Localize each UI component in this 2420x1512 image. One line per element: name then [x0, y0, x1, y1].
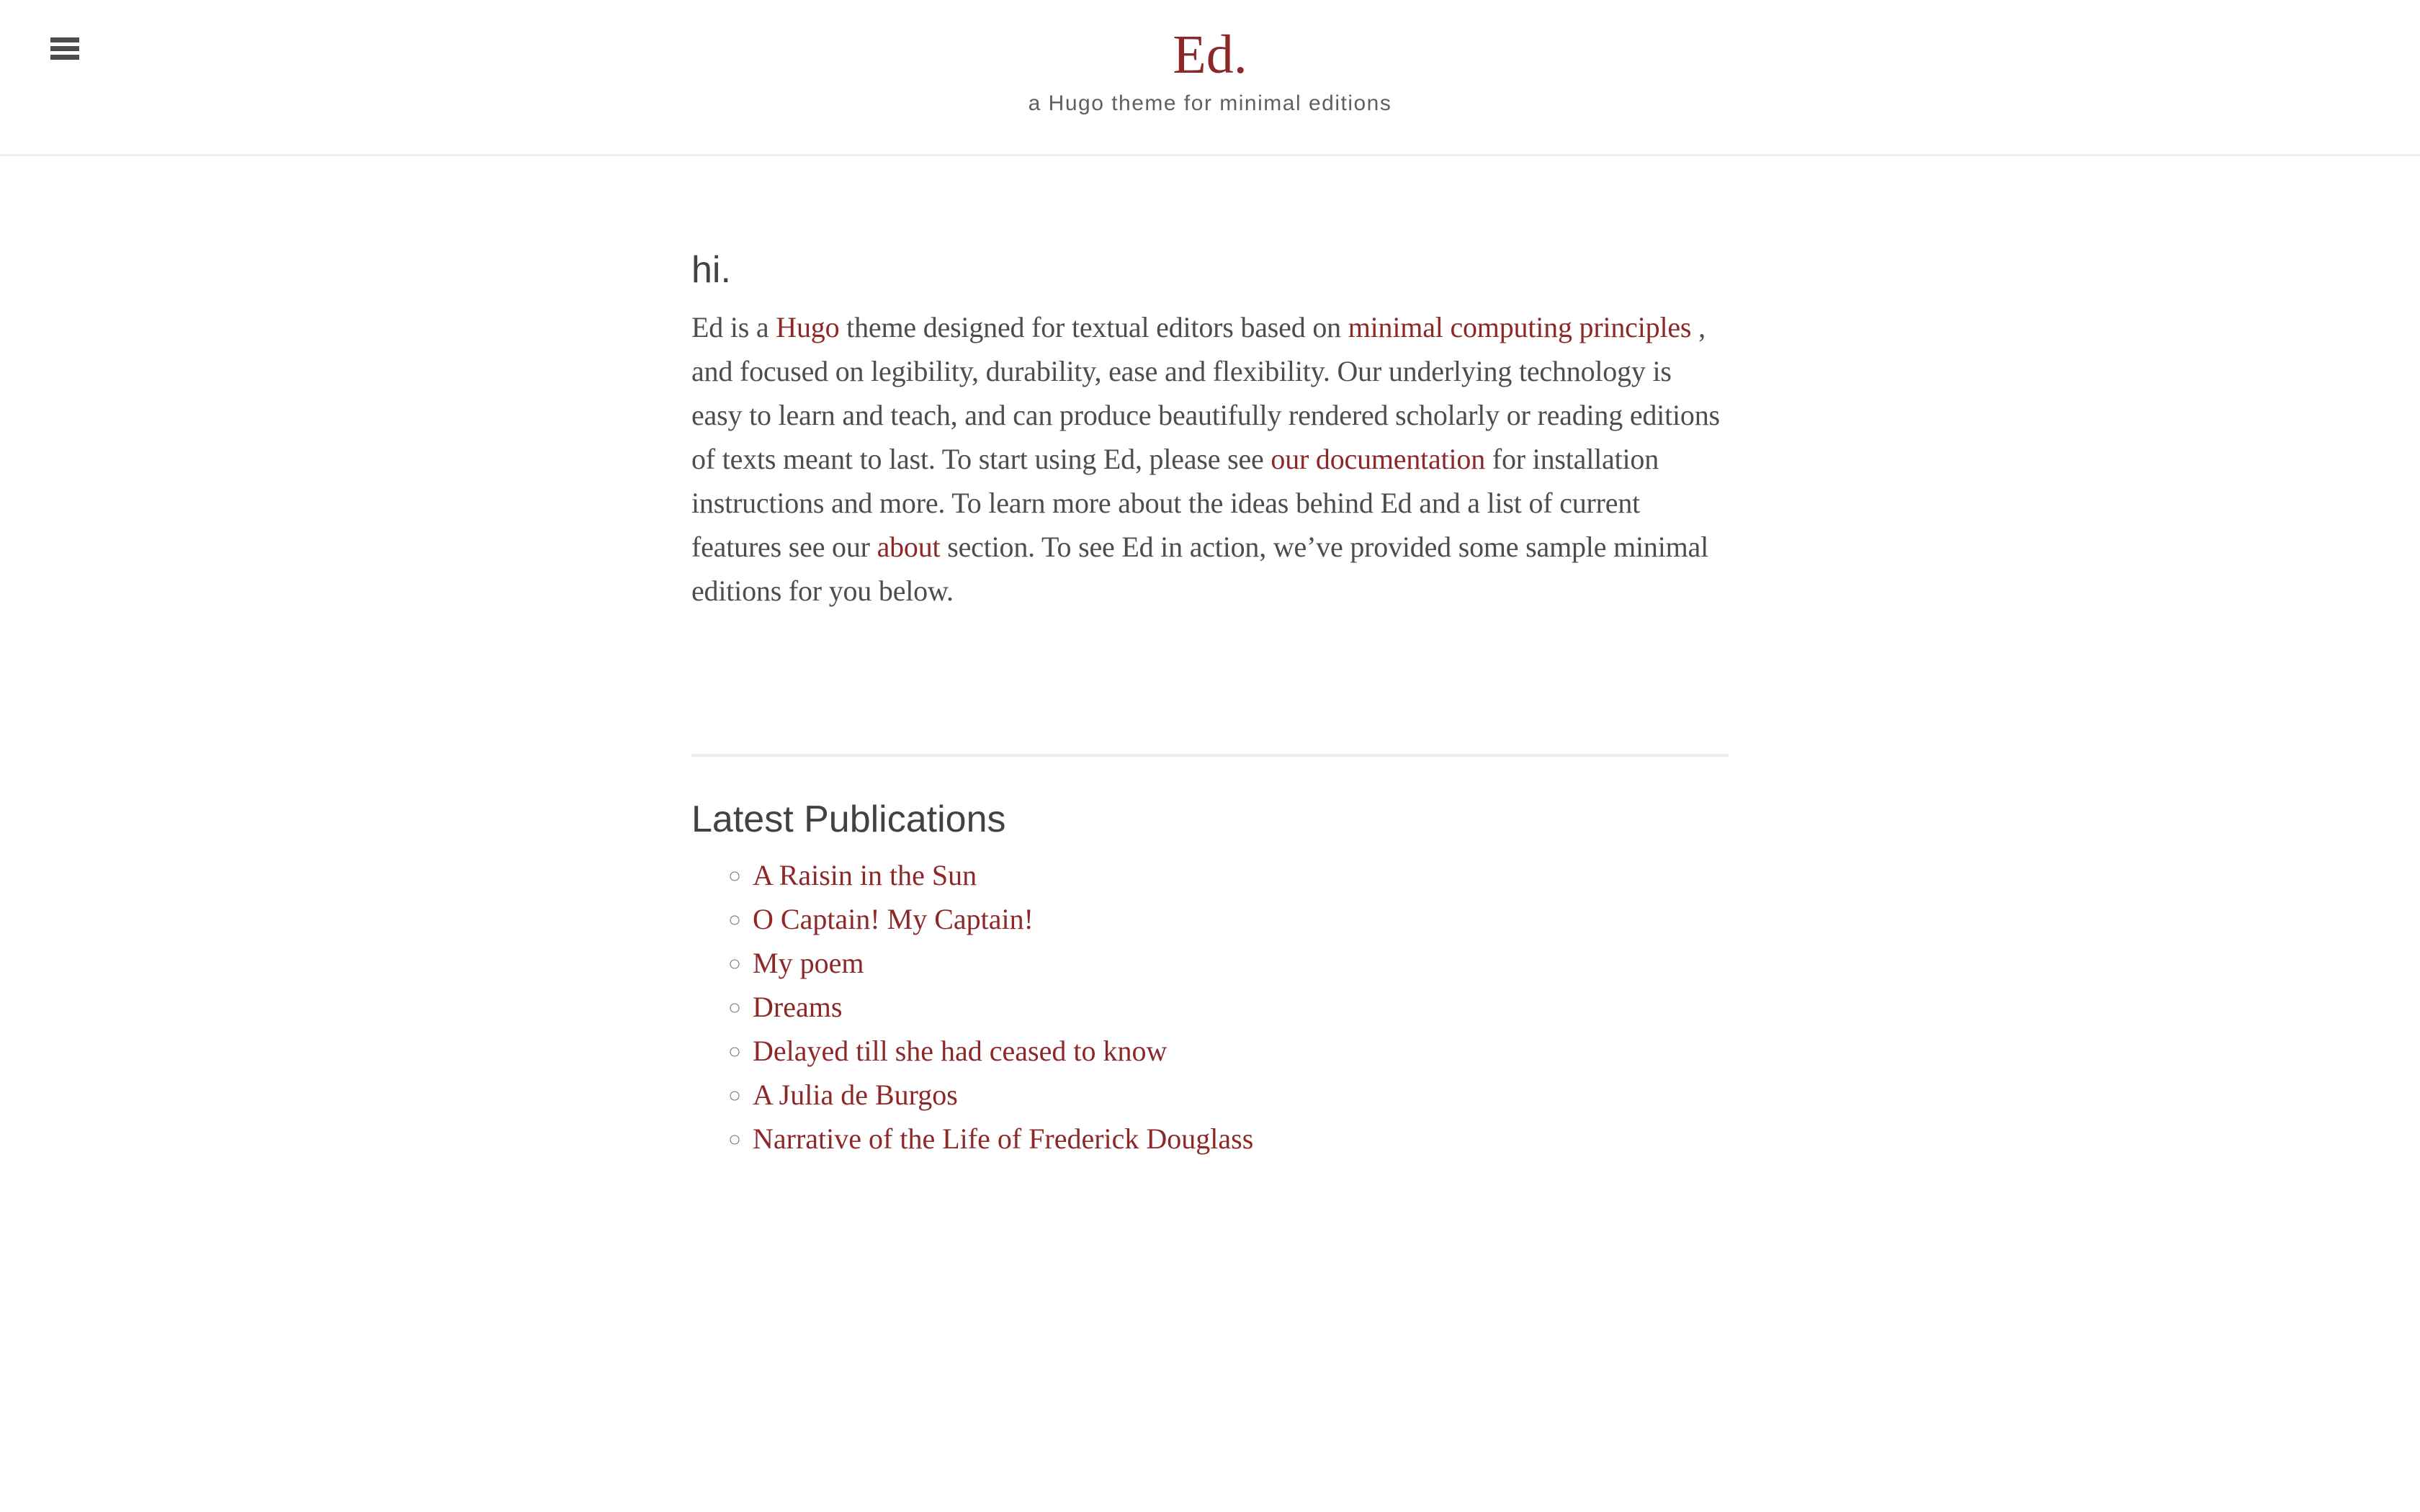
site-title: [0, 24, 2420, 86]
intro-text-segment: , and focused on legibility, durability, ease and flexibility. Our underlying technology is easy to learn and teach, and can produce beautifully rendered scholarly or reading editions of texts meant to last. To start using Ed, please see: [691, 311, 1720, 475]
hamburger-bar: [50, 55, 79, 60]
intro-text-segment: theme designed for textual editors based on: [839, 311, 1348, 343]
minimal-computing-principles-link[interactable]: minimal computing principles: [1348, 311, 1692, 343]
list-item: [753, 853, 1729, 897]
publication-link[interactable]: Narrative of the Life of Frederick Douglass: [753, 1122, 1254, 1156]
section-divider: [691, 754, 1729, 757]
intro-text-segment: section. To see Ed in action, we’ve provided some sample minimal editions for you below.: [691, 531, 1708, 607]
site-header: [0, 0, 2420, 156]
list-item: [753, 941, 1729, 985]
site-title-link[interactable]: Ed.: [1173, 24, 1247, 85]
publication-link[interactable]: Delayed till she had ceased to know: [753, 1035, 1168, 1068]
publication-link[interactable]: A Julia de Burgos: [753, 1079, 958, 1112]
intro-text-segment: Ed is a: [691, 311, 776, 343]
publication-link[interactable]: O Captain! My Captain!: [753, 903, 1034, 936]
publications-list: [691, 853, 1729, 1161]
intro-paragraph: [691, 305, 1729, 613]
publication-link[interactable]: Dreams: [753, 991, 843, 1024]
site-subtitle: a Hugo theme for minimal editions: [1028, 91, 1392, 116]
list-item: [753, 897, 1729, 941]
publication-link[interactable]: A Raisin in the Sun: [753, 859, 977, 892]
hugo-link[interactable]: Hugo: [776, 311, 840, 343]
main-content: [691, 156, 1729, 1161]
publication-link[interactable]: My poem: [753, 947, 864, 980]
list-item: [753, 1029, 1729, 1073]
about-link[interactable]: about: [877, 531, 941, 563]
publications-heading: Latest Publications: [691, 798, 1006, 840]
hamburger-bar: [50, 46, 79, 51]
intro-text-segment: for installation instructions and more. To learn more about the ideas behind Ed and a list of current features see our: [691, 443, 1659, 563]
list-item: [753, 1073, 1729, 1117]
list-item: [753, 1117, 1729, 1161]
hamburger-bar: [50, 37, 79, 42]
greeting-heading: hi.: [691, 248, 731, 291]
documentation-link[interactable]: our documentation: [1270, 443, 1486, 475]
list-item: [753, 985, 1729, 1029]
menu-toggle-button[interactable]: [50, 37, 79, 60]
